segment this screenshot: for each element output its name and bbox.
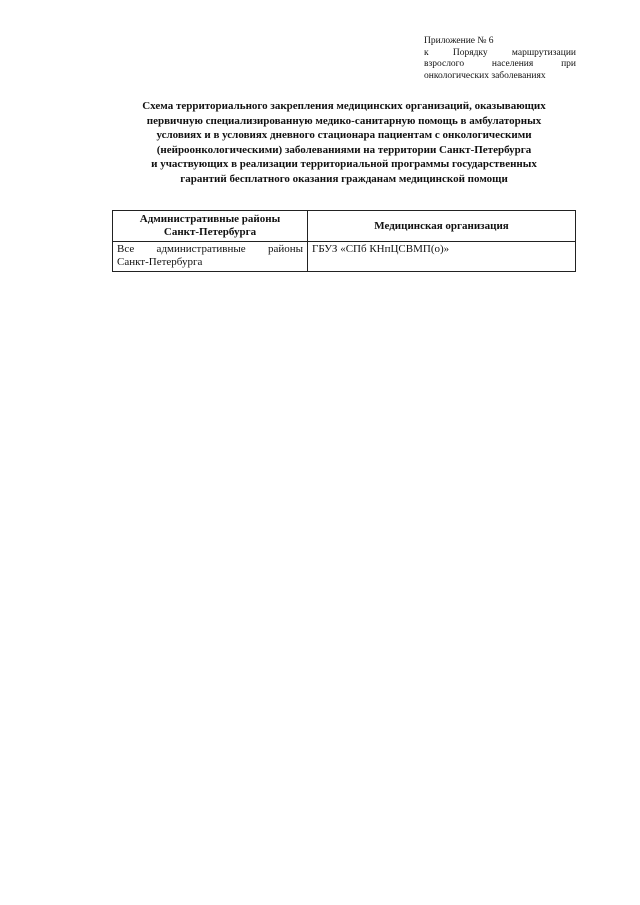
cell-districts-line-2: Санкт-Петербурга [117, 256, 203, 268]
appendix-line-4: онкологических заболеваниях [424, 70, 546, 81]
title-line: первичную специализированную медико-санитарную помощь в амбулаторных [146, 114, 542, 127]
appendix-line-2: к Порядку маршрутизации [424, 47, 576, 58]
title-line: (нейроонкологическими) заболеваниями на территории Санкт-Петербурга [156, 143, 532, 156]
title-line: и участвующих в реализации территориальной программы государственных [151, 158, 537, 170]
title-line: гарантий бесплатного оказания гражданам медицинской помощи [180, 172, 508, 185]
appendix-number: Приложение № 6 [424, 36, 494, 46]
document-title [104, 99, 584, 186]
header-districts [113, 211, 308, 242]
routing-table [112, 210, 576, 272]
cell-organization: ГБУЗ «СПб КНпЦСВМП(о)» [308, 242, 576, 272]
title-line: условиях и в условиях дневного стационара пациентам с онкологическими [156, 129, 532, 141]
cell-districts-line-1: Все административные районы [117, 243, 303, 255]
table-row [113, 242, 576, 272]
table-header-row [113, 211, 576, 242]
title-line: Схема территориального закрепления медицинских организаций, оказывающих [142, 100, 546, 112]
header-organization: Медицинская организация [308, 211, 576, 242]
header-districts-line-1: Административные районы [139, 213, 281, 225]
appendix-line-3: взрослого населения при [424, 59, 576, 69]
header-districts-line-2: Санкт-Петербурга [163, 226, 257, 238]
appendix-header [424, 36, 576, 82]
cell-districts [113, 242, 308, 272]
